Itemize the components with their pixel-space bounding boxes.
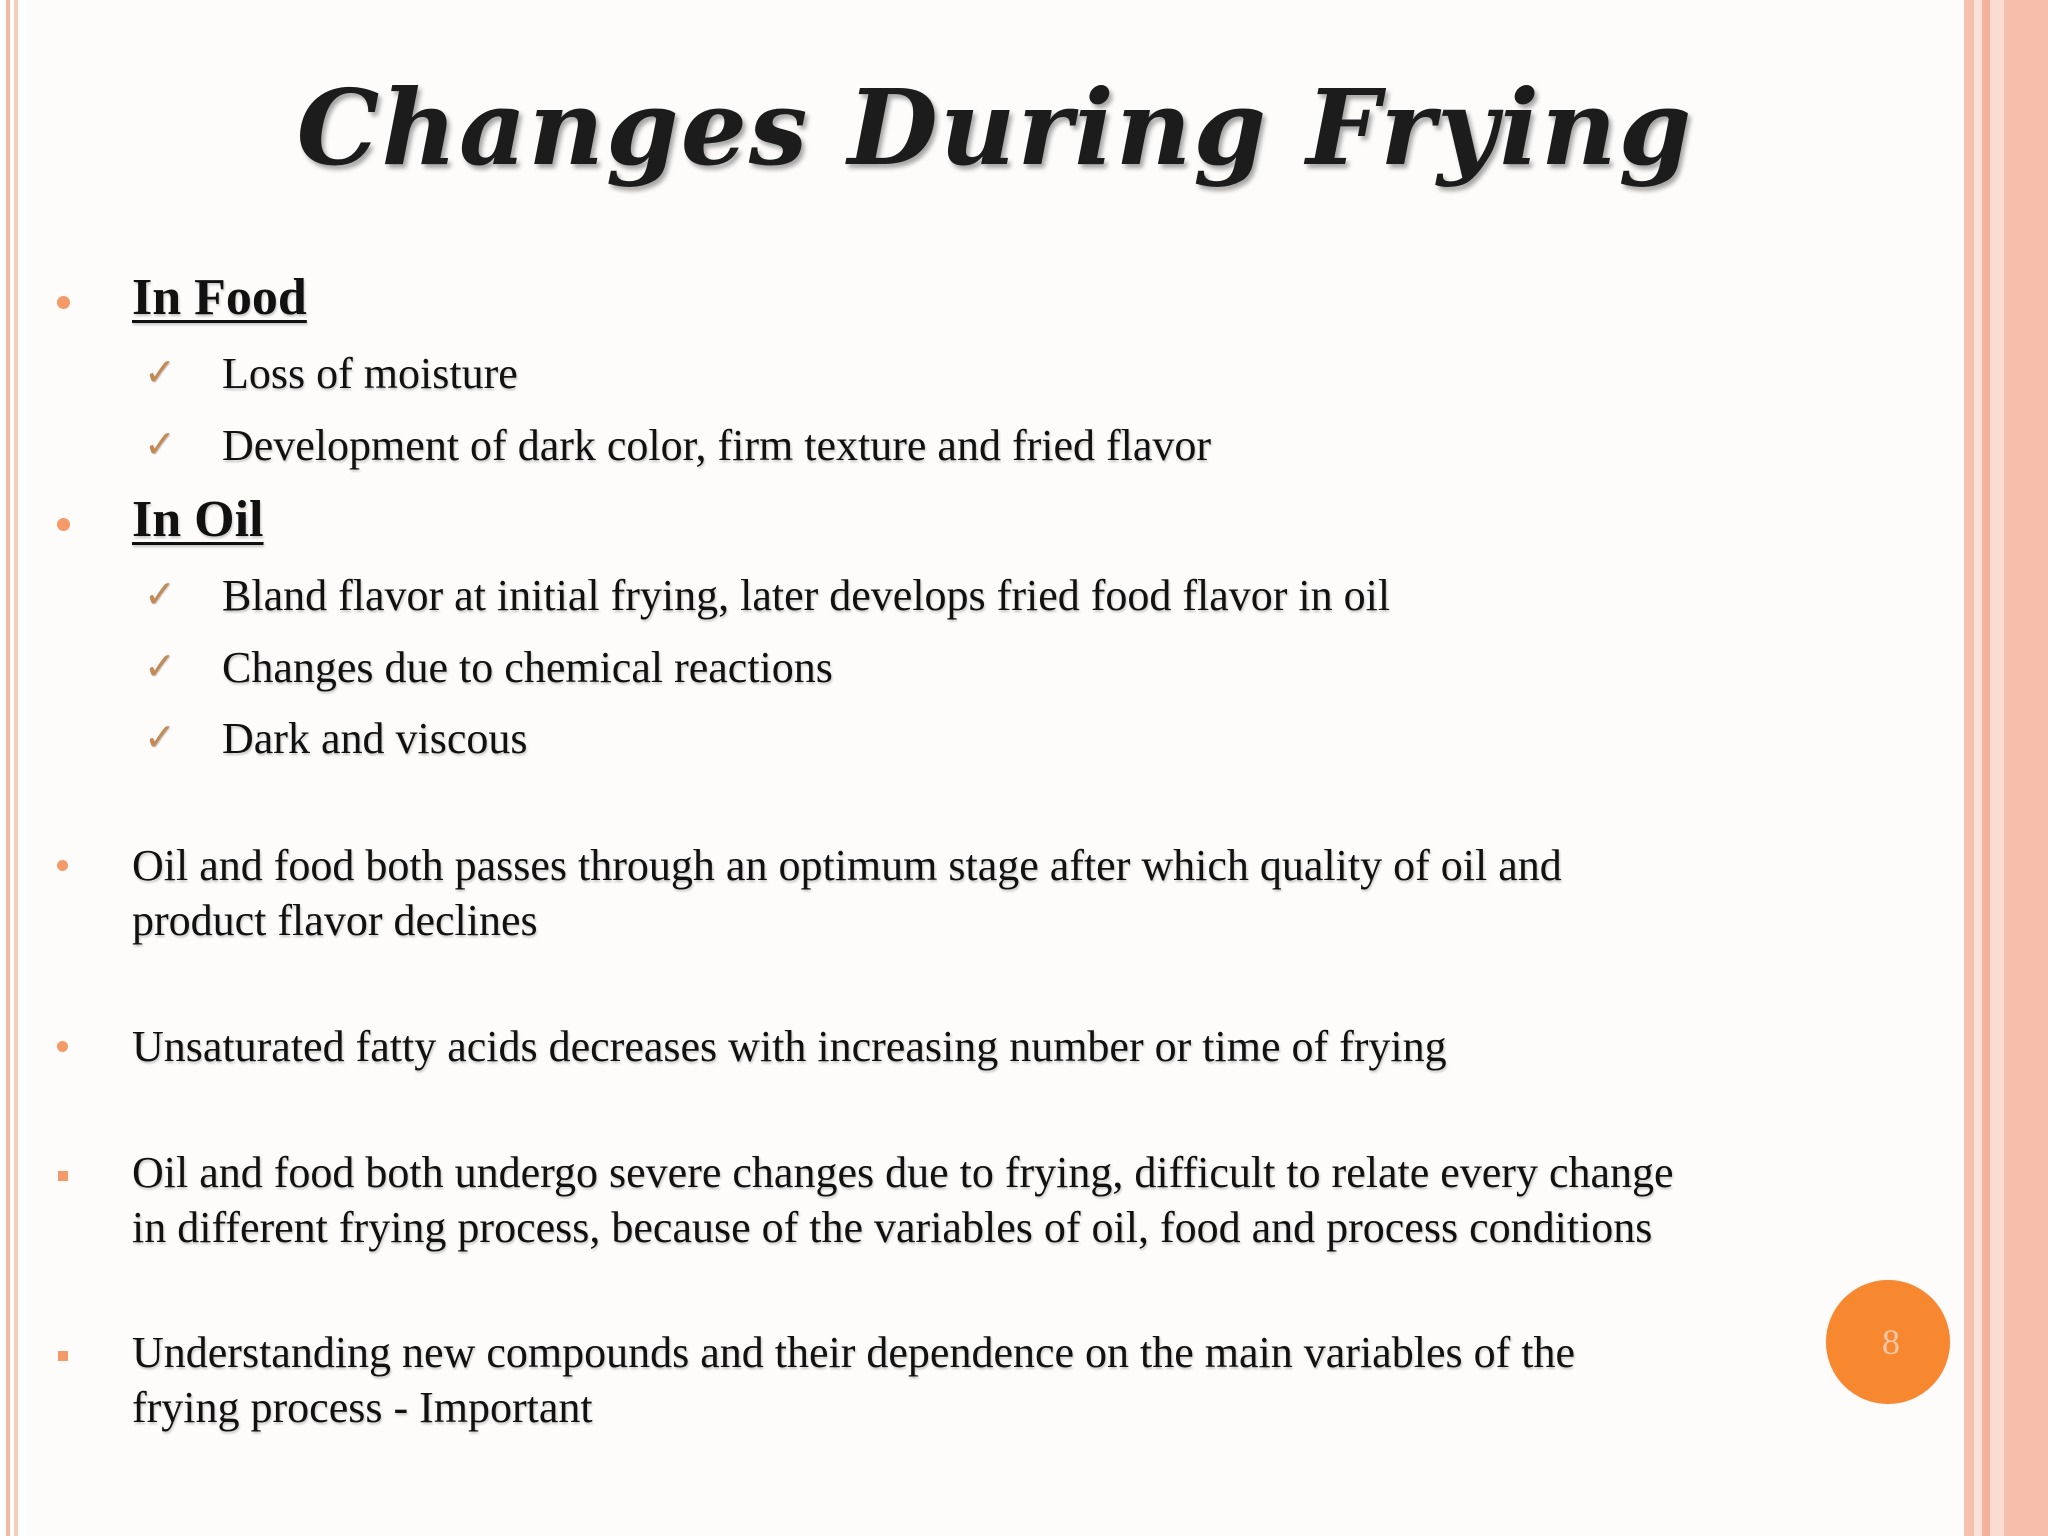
point-line: Understanding new compounds and their dependence on the main variables of the [132, 1328, 1575, 1377]
bullet-icon [57, 296, 70, 309]
checkmark-icon: ✓ [144, 422, 176, 466]
point-new-compounds [132, 1325, 2002, 1435]
left-border-stripe-inner [14, 0, 18, 1536]
slide-title: Changes During Frying [296, 66, 1694, 189]
point-line: Unsaturated fatty acids decreases with increasing number or time of frying [132, 1022, 1447, 1071]
bullet-icon [58, 1351, 68, 1361]
right-border-stripe-light [1990, 0, 2004, 1536]
point-line: in different frying process, because of the variables of oil, food and process conditions [132, 1203, 1653, 1252]
bullet-icon [58, 1171, 68, 1181]
bullet-icon [57, 1041, 68, 1052]
page-number: 8 [1882, 1322, 1900, 1362]
list-item: Changes due to chemical reactions [222, 643, 833, 692]
point-line: Oil and food both undergo severe changes due to frying, difficult to relate every change [132, 1148, 1674, 1197]
checkmark-icon: ✓ [144, 572, 176, 616]
left-border-stripe [6, 0, 10, 1536]
list-item: Development of dark color, firm texture and fried flavor [222, 421, 1212, 470]
list-item: Dark and viscous [222, 714, 528, 763]
checkmark-icon: ✓ [144, 644, 176, 688]
list-item: Loss of moisture [222, 349, 518, 398]
bullet-icon [57, 518, 70, 531]
section-heading-in-oil: In Oil [132, 491, 264, 548]
section-heading-in-food: In Food [132, 269, 307, 326]
right-border-stripe-dark [1982, 0, 1990, 1536]
right-border-band [2004, 0, 2048, 1536]
point-line: product flavor declines [132, 896, 538, 945]
slide-content-area [26, 0, 1966, 1536]
checkmark-icon: ✓ [144, 350, 176, 394]
point-unsaturated-fatty-acids [132, 1019, 2002, 1074]
right-border-stripe [1964, 0, 1974, 1536]
point-optimum-stage [132, 838, 2002, 948]
checkmark-icon: ✓ [144, 715, 176, 759]
right-border-stripe-pale [1974, 0, 1982, 1536]
list-item: Bland flavor at initial frying, later develops fried food flavor in oil [222, 571, 1391, 620]
point-line: Oil and food both passes through an optimum stage after which quality of oil and [132, 841, 1562, 890]
point-line: frying process - Important [132, 1383, 593, 1432]
point-severe-changes [132, 1145, 2002, 1255]
bullet-icon [57, 860, 68, 871]
